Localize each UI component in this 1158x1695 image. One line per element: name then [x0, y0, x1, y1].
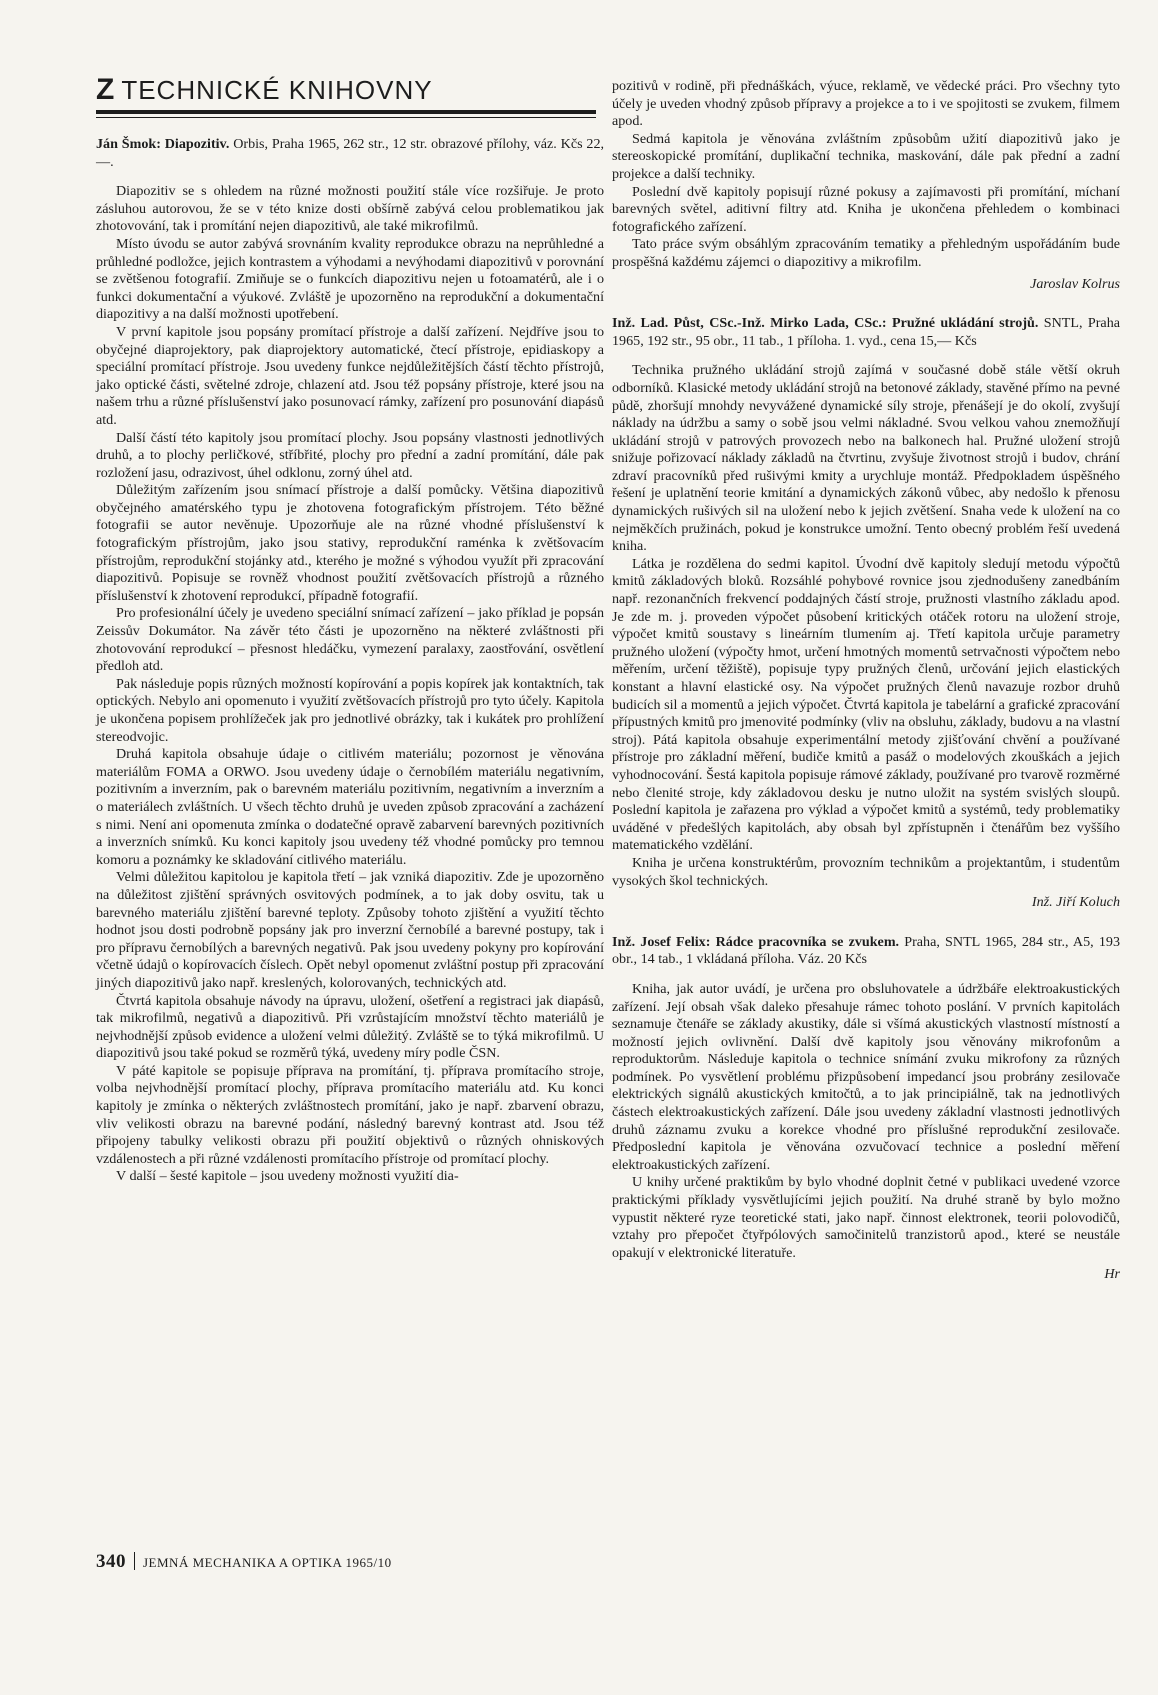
header-rule-thin — [96, 117, 596, 118]
review-1-paragraph: V další – šesté kapitole – jsou uvedeny možnosti využití dia- — [116, 1168, 459, 1185]
review-1-paragraph: V první kapitole jsou popsány promítací přístroje a další zařízení. Nejdříve jsou to obyčejné diaprojektory, pak diaprojektory automatické, čtecí přístroje, epidiaskopy a speciální promítací přístroje. Jsou uvedeny funkce nejdůležitějších částí těchto přístrojů, jako optické části, světelné zdroje, chlazení atd. Jsou též popsány přístroje, které jsou na našem trhu a různé příslušenství jako posunovací rámky, zařízení pro posunování diapásů atd. — [96, 323, 604, 428]
review-2-signature: Inž. Jiří Koluch — [1031, 894, 1120, 911]
section-title — [96, 73, 596, 106]
section-title-initial: Z — [96, 73, 116, 106]
section-title-rest: TECHNICKÉ KNIHOVNY — [121, 75, 433, 105]
book-1-author-title: Ján Šmok: Diapozitiv. — [96, 136, 230, 152]
review-1-paragraph: Čtvrtá kapitola obsahuje návody na úpravu, uložení, ošetření a registraci jak diapásů, tak mikrofilmů, negativů a diapozitivů. Při vzrůstajícím množství těchto materiálů je nejvhodnější způsob evidence a uložení velmi důležitý. Zvláště se to týká mikrofilmů. U diapozitivů jsou také pokud se rozměrů týká, uvedeny míry podle ČSN. — [96, 992, 604, 1062]
review-1-continued-paragraph: pozitivů v rodině, při přednáškách, výuce, reklamě, ve vědecké práci. Pro všechny tyto účely je uveden vhodný způsob přípravy a projekce a to i ve spojitosti se zvukem, filmem apod. — [612, 78, 1120, 130]
review-1-signature: Jaroslav Kolrus — [1030, 275, 1120, 292]
right-column — [612, 78, 1120, 1306]
review-1-paragraph: Místo úvodu se autor zabývá srovnáním kvality reprodukce obrazu na neprůhledné a průhledné podložce, jejich kontrastem a výhodami a nevýhodami diapozitivů v porovnání se zvětšenou fotografií. Zmiňuje se o funkcích diapozitivu nejen u fotoamatérů, ale i o funkci dokumentační a výukové. Zvláště je upozorněno na reprodukční a dokumentační diapozitivy a na další možnosti upotřebení. — [96, 235, 604, 323]
review-1-continued-paragraph: Sedmá kapitola je věnována zvláštním způsobům užití diapozitivů jako je stereoskopické promítání, duplikační technika, maskování, dále pak přední a zadní projekce a další techniky. — [612, 130, 1120, 182]
page-footer — [96, 1551, 392, 1573]
book-2-author-title: Inž. Lad. Půst, CSc.-Inž. Mirko Lada, CSc.: Pružné ukládání strojů. — [612, 315, 1039, 332]
review-3-signature: Hr — [1104, 1266, 1120, 1283]
footer-divider — [134, 1552, 135, 1570]
book-2-publication: SNTL, Praha 1965, 192 str., 95 obr., 11 tab., 1 příloha. 1. vyd., cena 15,— Kčs — [612, 315, 1120, 349]
left-column — [96, 136, 604, 1186]
review-1-paragraph: V páté kapitole se popisuje příprava na promítání, tj. příprava promítacího stroje, volba nejvhodnější promítací plochy, příprava promítacího materiálu atd. Ku konci kapitoly je zmínka o některých zvláštnostech promítání, jako je např. zbarvení obrazu, vliv velikosti obrazu na barevné podání, následný barevný kontrast atd. Jsou též připojeny tabulky velikosti obrazu při použití objektivů o různých ohniskových vzdálenostech a při různé vzdálenosti promítacího přístroje od promítací plochy. — [96, 1062, 604, 1167]
review-2-paragraph: Technika pružného ukládání strojů zajímá v současné době stále větší okruh odborníků. Klasické metody ukládání strojů na betonové základy, stavěné přímo na pevné půdě, zhoršují mnohdy nevyvážené dynamické síly stroje, přenášejí je do okolí, zvyšují náklady na údržbu a samy o sobě jsou velmi nákladné. Svou velkou vahou znemožňují ukládání strojů v patrových provozech nebo na balkonech hal. Pružné uložení strojů snižuje pořizovací náklady základů na čtvrtinu, zvyšuje životnost strojů i budov, chrání zdraví pracovníků před rušivými kmity a urychluje montáž. Předpokladem úspěšného řešení je uplatnění teorie kmitání a dynamických zákonů vůbec, aby nedošlo k přenosu dynamických rušivých sil na uložení nebo k jejich zvětšení. Snaha vede k uložení na co nejměkčích pružinách, pokud je konstrukce umožní. Tento obecný problém řeší uvedená kniha. — [612, 362, 1120, 555]
review-1-paragraph: Další částí této kapitoly jsou promítací plochy. Jsou popsány vlastnosti jednotlivých druhů, a to plochy perličkové, stříbřité, plochy pro přední a zadní promítání, dále pak rozložení jasu, odrazivost, úhel odklonu, zorný úhel atd. — [96, 429, 604, 481]
book-reference-1 — [96, 136, 604, 171]
book-reference-3 — [612, 934, 1120, 969]
book-3-publication: Praha, SNTL 1965, 284 str., A5, 193 obr., 14 tab., 1 vkládaná příloha. Váz. 20 Kčs — [612, 933, 1120, 968]
section-header — [96, 73, 596, 118]
review-2-paragraph: Kniha je určena konstruktérům, provozním technikům a projektantům, i studentům vysokých škol technických. — [612, 854, 1120, 889]
review-1-paragraph: Pak následuje popis různých možností kopírování a popis kopírek jak kontaktních, tak optických. Nebylo ani opomenuto i využití zvětšovacích přístrojů pro tyto účely. Kapitola je ukončena popisem prohlížeček jak pro jednotlivé obrázky, tak i kukátek pro prohlížení stereodvojic. — [96, 675, 604, 745]
review-1-continued-paragraph: Tato práce svým obsáhlým zpracováním tematiky a přehledným uspořádáním bude prospěšná každému zájemci o diapozitivy a mikrofilm. — [612, 236, 1120, 270]
review-3-paragraph: U knihy určené praktikům by bylo vhodné doplnit četné v publikaci uvedené vzorce praktickými příklady vysvětlujícími jejich použití. Na druhé straně by bylo možno vypustit některé ryze teoretické stati, jako např. činnost elektronek, teorii polovodičů, vztahy pro přepočet čtyřpólových samočinitelů tranzistorů apod., které se neustále opakují v elektronické literatuře. — [612, 1174, 1120, 1261]
journal-name: JEMNÁ MECHANIKA A OPTIKA 1965/10 — [143, 1555, 392, 1570]
review-1-continued-paragraph: Poslední dvě kapitoly popisují různé pokusy a zajímavosti při promítání, míchaní barevných světel, aditivní filtry atd. Kniha je ukončena přehledem o kombinaci fotografického zařízení. — [612, 183, 1120, 235]
review-1-paragraph: Důležitým zařízením jsou snímací přístroje a další pomůcky. Většina diapozitivů obyčejného amatérského typu je zhotovena fotografickým přístrojem. Této běžné fotografii se autor nevěnuje. Upozorňuje ale na různé vhodné příslušenství k fotografickým přístrojům, jako jsou stativy, reprodukční raménka k zvětšovacím přístrojům, reprodukční stojánky atd., kterého je možné s výhodou využít při zpracování diapozitivů. Popisuje se rovněž vhodnost použití zvětšovacích přístrojů a různého příslušenství k zhotovení reprodukcí, případně fotografií. — [96, 482, 604, 604]
review-1-paragraph: Diapozitiv se s ohledem na různé možnosti použití stále více rozšiřuje. Je proto zásluhou autorovou, že se v této knize dosti obšírně zabývá celou problematikou jak zhotovování, tak i promítání nejen diapozitivů, ale také mikrofilmů. — [96, 183, 604, 235]
book-3-author-title: Inž. Josef Felix: Rádce pracovníka se zvukem. — [612, 933, 900, 950]
review-2-paragraph: Látka je rozdělena do sedmi kapitol. Úvodní dvě kapitoly sledují metodu výpočtů kmitů základových bloků. Rozsáhlé pohybové rovnice jsou zjednodušeny zanedbáním např. rezonančních frekvencí poddajných částí stroje, pružnosti vlastního základu apod. Je zde m. j. proveden výpočet působení kritických otáček rotoru na uložení stroje, výpočet kmitů soustavy s lineárním tlumením aj. Třetí kapitola určuje parametry pružného uložení (výpočty hmot, určení hmotných momentů setrvačnosti výpočtem nebo měřením, určení těžiště), popisuje typy pružných členů, určování jejich elastických konstant a hlavní elastické osy. Na výpočet pružných členů navazuje rozbor druhů budicích sil a momentů a jejich výpočet. Čtvrtá kapitola je tabelární a grafické zpracování přípustných kmitů pro jmenovité podmínky (vliv na obsluhu, základy, budovu a na vlastní stroj). Pátá kapitola obsahuje experimentální metody zjišťování chvění a používané přístroje pro základní měření, budiče kmitů a pasáž o modelových zkouškách a jejich vyhodnocování. Šestá kapitola popisuje rámové základy, používané pro tvarově rozměrné nebo členité stroje, kdy základovou desku je nutno uložit na systém svislých sloupů. Poslední kapitola je zařazena pro výklad a výpočet kmitů a systémů, tedy problematiky uváděné v předešlých kapitolách, aby obsah byl zpřístupněn i čtenářům bez vyššího matematického vzdělání. — [612, 555, 1120, 854]
page-number: 340 — [96, 1551, 126, 1572]
header-rule-thick — [96, 110, 596, 114]
book-reference-2 — [612, 315, 1120, 350]
review-1-paragraph: Druhá kapitola obsahuje údaje o citlivém materiálu; pozornost je věnována materiálům FOMA a ORWO. Jsou uvedeny údaje o černobílém materiálu negativním, pozitivním a inverzním, pak o barevném materiálu pozitivním, negativním a inverzním a o materiálech zvláštních. U všech těchto druhů je uveden způsob zpracování a zacházení s nimi. Není ani opomenuta zmínka o dodatečné opravě zabarvení barevných pozitivních a inverzních snímků. Ku konci kapitoly jsou uvedeny též vhodné pomůcky pro temnou komoru a poznámky ke skladování citlivého materiálu. — [96, 746, 604, 868]
review-1-paragraph: Velmi důležitou kapitolou je kapitola třetí – jak vzniká diapozitiv. Zde je upozorněno na důležitost zjištění správných osvitových podmínek, a to jak doby osvitu, tak u barevného materiálu zjištění barevné teploty. Způsoby tohoto zjištění a využití těchto hodnot jsou dosti podrobně popsány jak pro inverzní černobílé a barevné postupy, tak i pro přípravu černobílých a barevných negativů. Pak jsou uvedeny pokyny pro kopírování včetně údajů o kopírovacích číslech. Opět nebyl opomenut zvláštní postup při zpracování jiných diapozitivů jako např. kreslených, kolorovaných, technických atd. — [96, 869, 604, 991]
review-3-paragraph: Kniha, jak autor uvádí, je určena pro obsluhovatele a údržbáře elektroakustických zařízení. Její obsah však daleko přesahuje rámec tohoto poslání. V prvních kapitolách seznamuje čtenáře se základy akustiky, dále si všímá akustických vlastností místností a možností jejich ovlivnění. Další dvě kapitoly jsou věnovány mikrofonům a reproduktorům. Následuje kapitola o technice snímání zvuku mikrofony za různých podmínek. Po vysvětlení problému přizpůsobení impedancí jsou probrány zesilovače elektrických signálů akustických kmitočtů, a to jak principiálně, tak na jednotlivých částech elektroakustických zařízení. Dále jsou uvedeny základní vlastnosti jednotlivých druhů záznamu zvuku a korekce vhodné pro příslušné reprodukční zesilovače. Předposlední kapitola je věnována ozvučovací technice a poslední měření elektroakustických zařízení. — [612, 980, 1120, 1173]
review-1-paragraph: Pro profesionální účely je uvedeno speciální snímací zařízení – jako příklad je popsán Zeissův Dokumátor. Na závěr této části je upozorněno na některé zvláštnosti při zhotovování reprodukcí – přesnost hledáčku, vymezení paralaxy, zaostřování, osvětlení předloh atd. — [96, 605, 604, 675]
book-1-publication: Orbis, Praha 1965, 262 str., 12 str. obrazové přílohy, váz. Kčs 22,—. — [96, 136, 605, 170]
